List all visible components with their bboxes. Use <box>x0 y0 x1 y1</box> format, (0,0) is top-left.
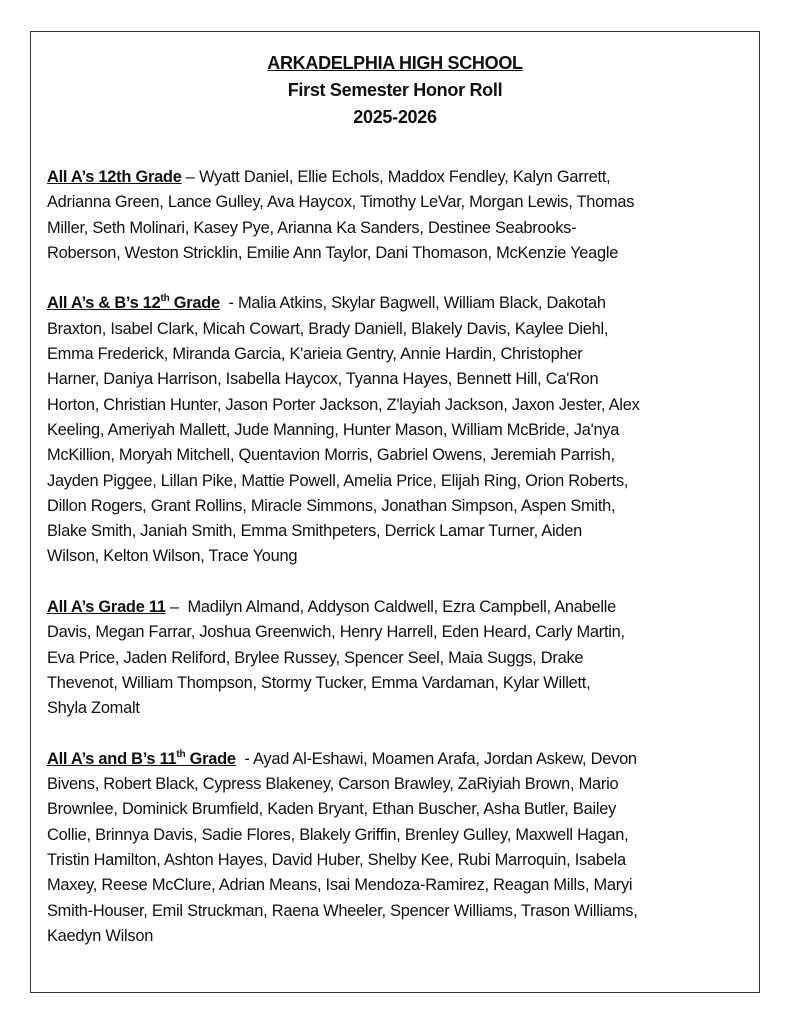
student-names: Blake Smith, Janiah Smith, Emma Smithpeters, Derrick Lamar Turner, Aiden <box>47 522 582 541</box>
section-heading-text: All A’s and B’s 11 <box>47 749 177 768</box>
document-header <box>30 50 760 131</box>
name-line <box>47 595 757 620</box>
student-names: Horton, Christian Hunter, Jason Porter Jackson, Z'layiah Jackson, Jaxon Jester, Alex <box>47 395 640 414</box>
heading-separator: - <box>235 749 254 768</box>
student-names: Brownlee, Dominick Brumfield, Kaden Bryant, Ethan Buscher, Asha Butler, Bailey <box>47 800 617 819</box>
name-line <box>47 696 757 721</box>
honor-roll-section <box>47 165 757 266</box>
section-heading <box>47 598 166 616</box>
name-line <box>47 393 757 418</box>
student-names: Ayad Al-Eshawi, Moamen Arafa, Jordan Askew, Devon <box>253 749 637 768</box>
honor-roll-section <box>47 291 757 569</box>
honor-roll-content <box>47 165 757 975</box>
section-heading <box>47 168 182 186</box>
name-line <box>47 899 757 924</box>
student-names: Tristin Hamilton, Ashton Hayes, David Huber, Shelby Kee, Rubi Marroquin, Isabela <box>47 851 626 870</box>
honor-roll-section <box>47 595 757 721</box>
name-line <box>47 367 757 392</box>
name-line <box>47 620 757 645</box>
student-names: Jayden Piggee, Lillan Pike, Mattie Powell, Amelia Price, Elijah Ring, Orion Roberts, <box>47 471 629 490</box>
student-names: Collie, Brinnya Davis, Sadie Flores, Blakely Griffin, Brenley Gulley, Maxwell Hagan, <box>47 825 629 844</box>
name-line <box>47 443 757 468</box>
student-names: Wyatt Daniel, Ellie Echols, Maddox Fendley, Kalyn Garrett, <box>199 168 611 186</box>
name-line <box>47 823 757 848</box>
student-names: Shyla Zomalt <box>47 699 140 718</box>
student-names: Keeling, Ameriyah Mallett, Jude Manning, Hunter Mason, William McBride, Ja'nya <box>47 420 620 439</box>
name-line <box>47 671 757 696</box>
student-names: Madilyn Almand, Addyson Caldwell, Ezra Campbell, Anabelle <box>187 598 617 617</box>
section-heading-text: All A’s 12th Grade <box>47 168 182 186</box>
name-line <box>47 772 757 797</box>
student-names: Roberson, Weston Stricklin, Emilie Ann Taylor, Dani Thomason, McKenzie Yeagle <box>47 243 619 262</box>
student-names: Adrianna Green, Lance Gulley, Ava Haycox, Timothy LeVar, Morgan Lewis, Thomas <box>47 193 635 212</box>
name-line <box>47 317 757 342</box>
name-line <box>47 519 757 544</box>
student-names: Davis, Megan Farrar, Joshua Greenwich, Henry Harrell, Eden Heard, Carly Martin, <box>47 623 625 642</box>
student-names: Wilson, Kelton Wilson, Trace Young <box>47 547 298 566</box>
name-line <box>47 190 757 215</box>
school-name: ARKADELPHIA HIGH SCHOOL <box>267 53 523 73</box>
student-names: Malia Atkins, Skylar Bagwell, William Black, Dakotah <box>238 294 606 313</box>
student-names: Dillon Rogers, Grant Rollins, Miracle Simmons, Jonathan Simpson, Aspen Smith, <box>47 496 616 515</box>
student-names: Bivens, Robert Black, Cypress Blakeney, Carson Brawley, ZaRiyiah Brown, Mario <box>47 775 619 794</box>
honor-roll-section <box>47 747 757 949</box>
name-line <box>47 494 757 519</box>
student-names: Eva Price, Jaden Reliford, Brylee Russey, Spencer Seel, Maia Suggs, Drake <box>47 648 584 667</box>
name-line <box>47 418 757 443</box>
student-names: Maxey, Reese McClure, Adrian Means, Isai Mendoza-Ramirez, Reagan Mills, Maryi <box>47 876 633 895</box>
name-line <box>47 544 757 569</box>
section-heading <box>47 750 236 768</box>
school-year: 2025-2026 <box>353 107 437 127</box>
section-heading <box>47 294 220 312</box>
document-subtitle: First Semester Honor Roll <box>287 80 503 100</box>
student-names: McKillion, Moryah Mitchell, Quentavion Morris, Gabriel Owens, Jeremiah Parrish, <box>47 446 615 465</box>
heading-separator: – <box>181 168 200 186</box>
name-line <box>47 342 757 367</box>
section-heading-text: All A’s & B’s 12 <box>47 294 161 313</box>
name-line <box>47 924 757 949</box>
student-names: Thevenot, William Thompson, Stormy Tucker, Emma Vardaman, Kylar Willett, <box>47 673 591 692</box>
name-line <box>47 241 757 266</box>
name-line <box>47 469 757 494</box>
name-line <box>47 165 757 190</box>
name-line <box>47 216 757 241</box>
section-heading-tail: Grade <box>169 294 220 313</box>
name-line <box>47 873 757 898</box>
heading-separator: - <box>219 294 239 313</box>
student-names: Emma Frederick, Miranda Garcia, K'arieia Gentry, Annie Hardin, Christopher <box>47 345 583 364</box>
student-names: Kaedyn Wilson <box>47 926 154 945</box>
ordinal-suffix: th <box>176 748 186 760</box>
student-names: Miller, Seth Molinari, Kasey Pye, Arianna Ka Sanders, Destinee Seabrooks- <box>47 218 577 237</box>
name-line <box>47 747 757 772</box>
student-names: Braxton, Isabel Clark, Micah Cowart, Brady Daniell, Blakely Davis, Kaylee Diehl, <box>47 319 609 338</box>
name-line <box>47 797 757 822</box>
name-line <box>47 848 757 873</box>
section-heading-text: All A’s Grade 11 <box>47 598 166 617</box>
name-line <box>47 646 757 671</box>
student-names: Harner, Daniya Harrison, Isabella Haycox, Tyanna Hayes, Bennett Hill, Ca'Ron <box>47 370 599 389</box>
student-names: Smith-Houser, Emil Struckman, Raena Wheeler, Spencer Williams, Trason Williams, <box>47 901 638 920</box>
name-line <box>47 291 757 316</box>
heading-separator: – <box>165 598 188 617</box>
section-heading-tail: Grade <box>185 749 236 768</box>
ordinal-suffix: th <box>160 293 170 305</box>
